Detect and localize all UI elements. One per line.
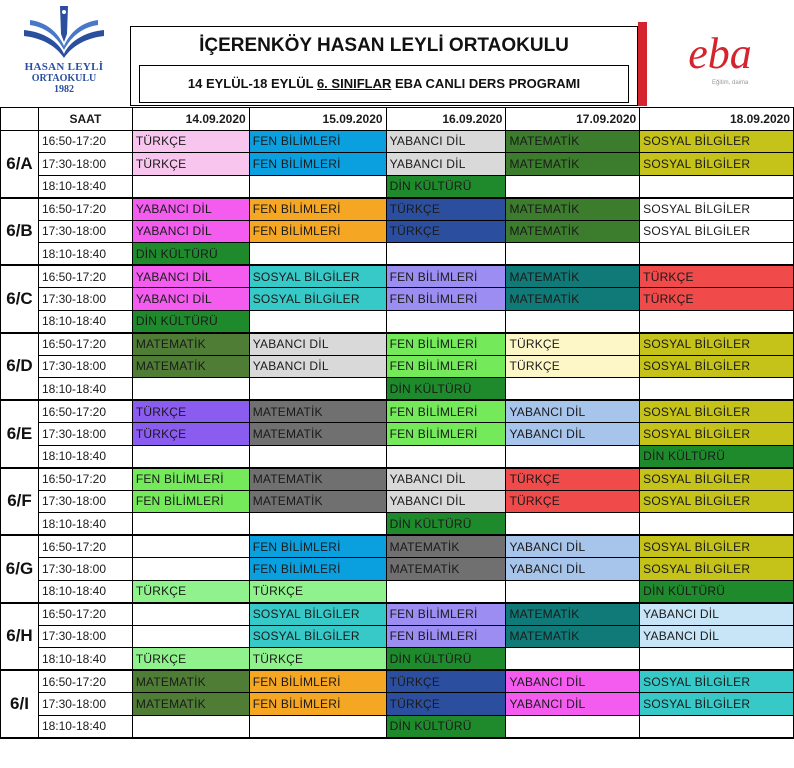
lesson-cell <box>132 535 249 558</box>
lesson-cell <box>132 625 249 648</box>
lesson-cell: SOSYAL BİLGİLER <box>640 490 794 513</box>
table-row <box>1 243 794 266</box>
lesson-cell <box>640 243 794 266</box>
lesson-cell: TÜRKÇE <box>132 580 249 603</box>
lesson-cell: TÜRKÇE <box>249 580 386 603</box>
saat-header: SAAT <box>38 108 132 131</box>
lesson-cell <box>640 378 794 401</box>
lesson-cell <box>132 513 249 536</box>
table-row <box>1 310 794 333</box>
table-row <box>1 558 794 581</box>
lesson-cell <box>640 175 794 198</box>
lesson-cell: TÜRKÇE <box>506 355 640 378</box>
table-row <box>1 693 794 716</box>
class-label: 6/E <box>1 400 39 468</box>
time-slot: 18:10-18:40 <box>38 310 132 333</box>
table-row <box>1 625 794 648</box>
class-label: 6/G <box>1 535 39 603</box>
lesson-cell: MATEMATİK <box>506 288 640 311</box>
date-header-1: 14.09.2020 <box>132 108 249 131</box>
lesson-cell <box>506 243 640 266</box>
lesson-cell: TÜRKÇE <box>132 648 249 671</box>
table-row <box>1 490 794 513</box>
lesson-cell: MATEMATİK <box>506 603 640 626</box>
lesson-cell: YABANCI DİL <box>132 198 249 221</box>
time-slot: 18:10-18:40 <box>38 175 132 198</box>
lesson-cell: SOSYAL BİLGİLER <box>640 400 794 423</box>
lesson-cell: MATEMATİK <box>132 693 249 716</box>
time-slot: 17:30-18:00 <box>38 558 132 581</box>
time-slot: 17:30-18:00 <box>38 153 132 176</box>
logo-line-2: ORTAOKULU <box>31 73 97 84</box>
table-row <box>1 603 794 626</box>
time-slot: 16:50-17:20 <box>38 535 132 558</box>
lesson-cell: FEN BİLİMLERİ <box>386 333 506 356</box>
lesson-cell: SOSYAL BİLGİLER <box>249 265 386 288</box>
subtitle-part-2: EBA CANLI DERS PROGRAMI <box>391 76 581 91</box>
lesson-cell: SOSYAL BİLGİLER <box>640 468 794 491</box>
table-row <box>1 670 794 693</box>
time-slot: 16:50-17:20 <box>38 130 132 153</box>
class-label: 6/A <box>1 130 39 198</box>
title-box <box>130 26 638 106</box>
page-header <box>0 0 794 107</box>
lesson-cell <box>249 243 386 266</box>
lesson-cell: MATEMATİK <box>386 535 506 558</box>
lesson-cell: YABANCI DİL <box>506 558 640 581</box>
lesson-cell: MATEMATİK <box>506 153 640 176</box>
lesson-cell: YABANCI DİL <box>249 355 386 378</box>
lesson-cell <box>506 378 640 401</box>
lesson-cell <box>506 513 640 536</box>
lesson-cell <box>640 715 794 738</box>
lesson-cell <box>132 558 249 581</box>
date-header-3: 16.09.2020 <box>386 108 506 131</box>
lesson-cell: YABANCI DİL <box>132 265 249 288</box>
table-row <box>1 355 794 378</box>
lesson-cell <box>249 513 386 536</box>
lesson-cell: SOSYAL BİLGİLER <box>640 220 794 243</box>
time-slot: 16:50-17:20 <box>38 198 132 221</box>
lesson-cell: TÜRKÇE <box>132 400 249 423</box>
lesson-cell: MATEMATİK <box>506 198 640 221</box>
lesson-cell: SOSYAL BİLGİLER <box>640 693 794 716</box>
lesson-cell: SOSYAL BİLGİLER <box>640 535 794 558</box>
table-row <box>1 198 794 221</box>
time-slot: 18:10-18:40 <box>38 513 132 536</box>
lesson-cell: YABANCI DİL <box>249 333 386 356</box>
lesson-cell: FEN BİLİMLERİ <box>386 288 506 311</box>
time-slot: 18:10-18:40 <box>38 580 132 603</box>
lesson-cell: DİN KÜLTÜRÜ <box>640 445 794 468</box>
table-row <box>1 288 794 311</box>
lesson-cell: MATEMATİK <box>132 355 249 378</box>
lesson-cell <box>249 378 386 401</box>
lesson-cell: TÜRKÇE <box>386 693 506 716</box>
lesson-cell: FEN BİLİMLERİ <box>386 423 506 446</box>
lesson-cell: FEN BİLİMLERİ <box>249 198 386 221</box>
lesson-cell: SOSYAL BİLGİLER <box>640 558 794 581</box>
lesson-cell: DİN KÜLTÜRÜ <box>386 378 506 401</box>
class-label: 6/H <box>1 603 39 671</box>
subtitle-part-underlined: 6. SINIFLAR <box>316 76 392 91</box>
header-row <box>1 108 794 131</box>
lesson-cell: DİN KÜLTÜRÜ <box>386 513 506 536</box>
time-slot: 16:50-17:20 <box>38 670 132 693</box>
lesson-cell: TÜRKÇE <box>506 333 640 356</box>
time-slot: 18:10-18:40 <box>38 378 132 401</box>
time-slot: 17:30-18:00 <box>38 355 132 378</box>
lesson-cell <box>386 445 506 468</box>
lesson-cell: FEN BİLİMLERİ <box>249 535 386 558</box>
lesson-cell: YABANCI DİL <box>506 400 640 423</box>
lesson-cell: YABANCI DİL <box>132 288 249 311</box>
lesson-cell: SOSYAL BİLGİLER <box>249 603 386 626</box>
lesson-cell: MATEMATİK <box>506 265 640 288</box>
time-slot: 17:30-18:00 <box>38 490 132 513</box>
lesson-cell: FEN BİLİMLERİ <box>132 490 249 513</box>
lesson-cell: SOSYAL BİLGİLER <box>249 625 386 648</box>
lesson-cell: FEN BİLİMLERİ <box>249 153 386 176</box>
time-slot: 17:30-18:00 <box>38 220 132 243</box>
lesson-cell <box>249 715 386 738</box>
class-label: 6/F <box>1 468 39 536</box>
lesson-cell: FEN BİLİMLERİ <box>249 558 386 581</box>
lesson-cell: FEN BİLİMLERİ <box>386 400 506 423</box>
lesson-cell: SOSYAL BİLGİLER <box>249 288 386 311</box>
lesson-cell: YABANCI DİL <box>386 490 506 513</box>
lesson-cell: TÜRKÇE <box>386 670 506 693</box>
lesson-cell: DİN KÜLTÜRÜ <box>386 715 506 738</box>
lesson-cell: MATEMATİK <box>249 400 386 423</box>
lesson-cell: DİN KÜLTÜRÜ <box>386 175 506 198</box>
table-row <box>1 333 794 356</box>
lesson-cell: YABANCI DİL <box>132 220 249 243</box>
lesson-cell: TÜRKÇE <box>249 648 386 671</box>
time-slot: 16:50-17:20 <box>38 333 132 356</box>
table-row <box>1 378 794 401</box>
lesson-cell: FEN BİLİMLERİ <box>249 670 386 693</box>
table-row <box>1 220 794 243</box>
time-slot: 16:50-17:20 <box>38 603 132 626</box>
lesson-cell: FEN BİLİMLERİ <box>386 625 506 648</box>
time-slot: 18:10-18:40 <box>38 243 132 266</box>
lesson-cell: MATEMATİK <box>249 468 386 491</box>
class-label: 6/I <box>1 670 39 738</box>
time-slot: 16:50-17:20 <box>38 265 132 288</box>
page-title: İÇERENKÖY HASAN LEYLİ ORTAOKULU <box>199 35 569 56</box>
lesson-cell: SOSYAL BİLGİLER <box>640 333 794 356</box>
table-row <box>1 535 794 558</box>
lesson-cell: SOSYAL BİLGİLER <box>640 423 794 446</box>
table-row <box>1 513 794 536</box>
lesson-cell: DİN KÜLTÜRÜ <box>640 580 794 603</box>
lesson-cell: TÜRKÇE <box>386 198 506 221</box>
lesson-cell <box>506 445 640 468</box>
lesson-cell: YABANCI DİL <box>506 670 640 693</box>
lesson-cell <box>506 580 640 603</box>
lesson-cell: YABANCI DİL <box>506 535 640 558</box>
lesson-cell: MATEMATİK <box>386 558 506 581</box>
lesson-cell: DİN KÜLTÜRÜ <box>132 243 249 266</box>
time-slot: 16:50-17:20 <box>38 400 132 423</box>
lesson-cell <box>132 603 249 626</box>
lesson-cell <box>506 715 640 738</box>
lesson-cell <box>249 310 386 333</box>
table-row <box>1 648 794 671</box>
book-pen-logo-icon <box>14 2 114 62</box>
logo-line-3: 1982 <box>54 84 74 95</box>
lesson-cell <box>506 175 640 198</box>
table-row <box>1 153 794 176</box>
lesson-cell: DİN KÜLTÜRÜ <box>132 310 249 333</box>
schedule-table <box>0 107 794 739</box>
lesson-cell: FEN BİLİMLERİ <box>249 693 386 716</box>
time-slot: 17:30-18:00 <box>38 693 132 716</box>
time-slot: 18:10-18:40 <box>38 445 132 468</box>
lesson-cell <box>132 445 249 468</box>
lesson-cell: YABANCI DİL <box>386 468 506 491</box>
lesson-cell: TÜRKÇE <box>506 490 640 513</box>
lesson-cell: MATEMATİK <box>249 490 386 513</box>
lesson-cell: SOSYAL BİLGİLER <box>640 130 794 153</box>
time-slot: 17:30-18:00 <box>38 288 132 311</box>
lesson-cell: TÜRKÇE <box>132 153 249 176</box>
lesson-cell: YABANCI DİL <box>386 130 506 153</box>
eba-red-bar <box>638 22 647 106</box>
time-slot: 17:30-18:00 <box>38 423 132 446</box>
lesson-cell: TÜRKÇE <box>132 423 249 446</box>
date-header-5: 18.09.2020 <box>640 108 794 131</box>
lesson-cell: MATEMATİK <box>506 130 640 153</box>
lesson-cell <box>249 445 386 468</box>
lesson-cell: YABANCI DİL <box>640 625 794 648</box>
lesson-cell: MATEMATİK <box>249 423 386 446</box>
lesson-cell: SOSYAL BİLGİLER <box>640 153 794 176</box>
lesson-cell: FEN BİLİMLERİ <box>386 265 506 288</box>
lesson-cell <box>640 310 794 333</box>
lesson-cell <box>506 648 640 671</box>
lesson-cell: FEN BİLİMLERİ <box>132 468 249 491</box>
lesson-cell <box>386 243 506 266</box>
table-row <box>1 580 794 603</box>
lesson-cell: MATEMATİK <box>132 333 249 356</box>
table-row <box>1 130 794 153</box>
class-label: 6/C <box>1 265 39 333</box>
lesson-cell <box>132 378 249 401</box>
lesson-cell: FEN BİLİMLERİ <box>386 603 506 626</box>
logo-line-1: HASAN LEYLİ <box>24 61 104 73</box>
table-row <box>1 423 794 446</box>
lesson-cell: SOSYAL BİLGİLER <box>640 670 794 693</box>
lesson-cell: YABANCI DİL <box>506 423 640 446</box>
school-logo <box>2 2 126 104</box>
lesson-cell <box>506 310 640 333</box>
table-row <box>1 468 794 491</box>
lesson-cell: FEN BİLİMLERİ <box>249 130 386 153</box>
class-label: 6/B <box>1 198 39 266</box>
schedule-body <box>1 130 794 738</box>
date-header-4: 17.09.2020 <box>506 108 640 131</box>
lesson-cell: DİN KÜLTÜRÜ <box>386 648 506 671</box>
lesson-cell: TÜRKÇE <box>640 288 794 311</box>
lesson-cell: TÜRKÇE <box>386 220 506 243</box>
table-row <box>1 400 794 423</box>
time-slot: 16:50-17:20 <box>38 468 132 491</box>
corner-cell <box>1 108 39 131</box>
lesson-cell <box>132 715 249 738</box>
table-row <box>1 175 794 198</box>
lesson-cell: TÜRKÇE <box>132 130 249 153</box>
lesson-cell <box>640 513 794 536</box>
lesson-cell <box>386 580 506 603</box>
time-slot: 17:30-18:00 <box>38 625 132 648</box>
lesson-cell: MATEMATİK <box>132 670 249 693</box>
table-row <box>1 445 794 468</box>
time-slot: 18:10-18:40 <box>38 715 132 738</box>
lesson-cell <box>249 175 386 198</box>
eba-logo-text: eba <box>688 29 752 78</box>
lesson-cell: TÜRKÇE <box>506 468 640 491</box>
table-row <box>1 715 794 738</box>
class-label: 6/D <box>1 333 39 401</box>
eba-tagline: Eğitim, daima <box>712 80 749 86</box>
lesson-cell: MATEMATİK <box>506 220 640 243</box>
lesson-cell: MATEMATİK <box>506 625 640 648</box>
lesson-cell <box>386 310 506 333</box>
lesson-cell <box>132 175 249 198</box>
lesson-cell: FEN BİLİMLERİ <box>386 355 506 378</box>
lesson-cell: SOSYAL BİLGİLER <box>640 198 794 221</box>
lesson-cell: SOSYAL BİLGİLER <box>640 355 794 378</box>
time-slot: 18:10-18:40 <box>38 648 132 671</box>
lesson-cell: FEN BİLİMLERİ <box>249 220 386 243</box>
subtitle-part-1: 14 EYLÜL-18 EYLÜL <box>187 76 317 91</box>
lesson-cell: TÜRKÇE <box>640 265 794 288</box>
lesson-cell: YABANCI DİL <box>640 603 794 626</box>
page-subtitle <box>139 65 629 103</box>
lesson-cell: YABANCI DİL <box>386 153 506 176</box>
table-row <box>1 265 794 288</box>
lesson-cell: YABANCI DİL <box>506 693 640 716</box>
date-header-2: 15.09.2020 <box>249 108 386 131</box>
lesson-cell <box>640 648 794 671</box>
eba-logo <box>660 26 780 96</box>
